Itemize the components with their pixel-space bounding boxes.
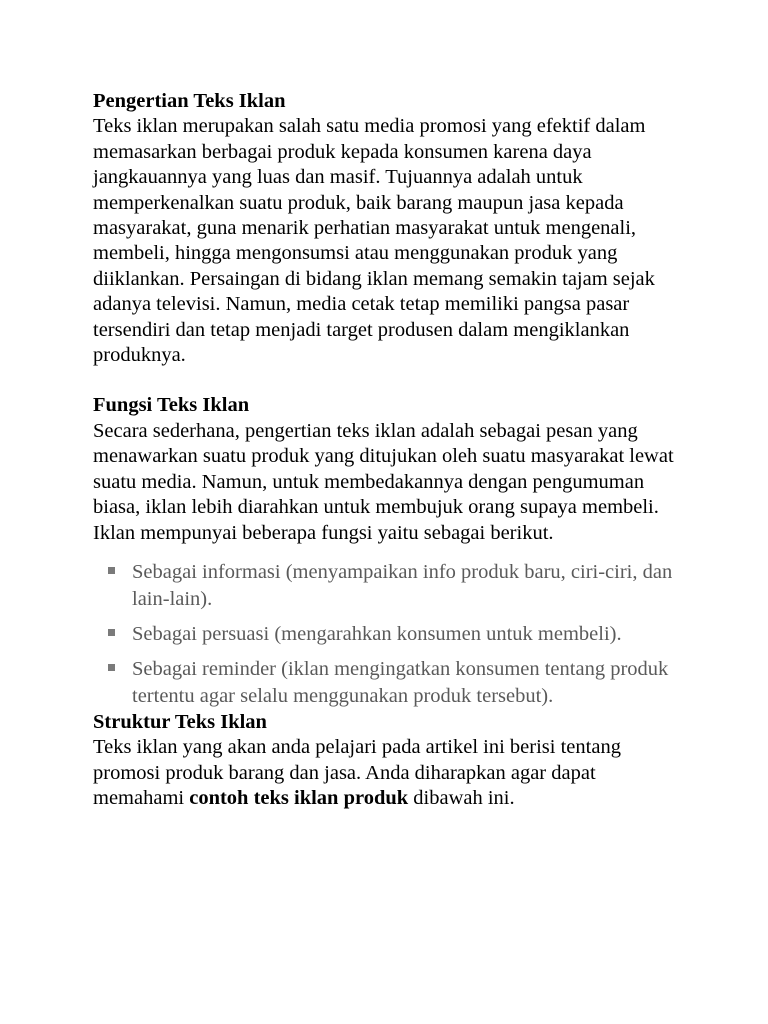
bullet-item (132, 621, 683, 648)
struktur-body-text: Teks iklan yang akan anda pelajari pada artikel ini berisi tentang promosi produk barang dan jasa. Anda diharapkan agar dapat memahami (93, 736, 621, 810)
struktur-body-emphasis: contoh teks iklan produk (189, 787, 409, 810)
fungsi-bullet-list (93, 559, 683, 710)
square-bullet-icon (108, 664, 115, 671)
section-heading-fungsi: Fungsi Teks Iklan (93, 394, 250, 417)
bullet-text: Sebagai persuasi (mengarahkan konsumen untuk membeli). (132, 622, 622, 645)
document-page (93, 89, 683, 812)
struktur-body-text-end: dibawah ini. (408, 787, 515, 810)
section-body-pengertian: Teks iklan merupakan salah satu media promosi yang efektif dalam memasarkan berbagai produk kepada konsumen karena daya jangkauannya yang luas dan masif. Tujuannya adalah untuk memperkenalkan suatu produk, baik barang maupun jasa kepada masyarakat, guna menarik perhatian masyarakat untuk mengenali, membeli, hingga mengonsumsi atau menggunakan produk yang diiklankan. Persaingan di bidang iklan memang semakin tajam sejak adanya televisi. Namun, media cetak tetap memiliki pangsa pasar tersendiri dan tetap menjadi target produsen dalam mengiklankan produknya. (93, 115, 655, 367)
bullet-text: Sebagai reminder (iklan mengingatkan konsumen tentang produk tertentu agar selalu menggunakan produk tersebut). (132, 657, 669, 707)
section-spacer (93, 368, 683, 393)
bullet-text: Sebagai informasi (menyampaikan info produk baru, ciri-ciri, dan lain-lain). (132, 560, 673, 610)
section-body-fungsi: Secara sederhana, pengertian teks iklan adalah sebagai pesan yang menawarkan suatu produk yang ditujukan oleh suatu masyarakat lewat suatu media. Namun, untuk membedakannya dengan pengumuman biasa, iklan lebih diarahkan untuk membujuk orang supaya membeli. Iklan mempunyai beberapa fungsi yaitu sebagai berikut. (93, 419, 674, 544)
square-bullet-icon (108, 629, 115, 636)
section-heading-pengertian: Pengertian Teks Iklan (93, 90, 286, 112)
section-body-struktur (93, 735, 683, 811)
square-bullet-icon (108, 567, 115, 574)
section-heading-struktur: Struktur Teks Iklan (93, 710, 267, 733)
bullet-item (132, 559, 683, 613)
bullet-item (132, 656, 683, 710)
